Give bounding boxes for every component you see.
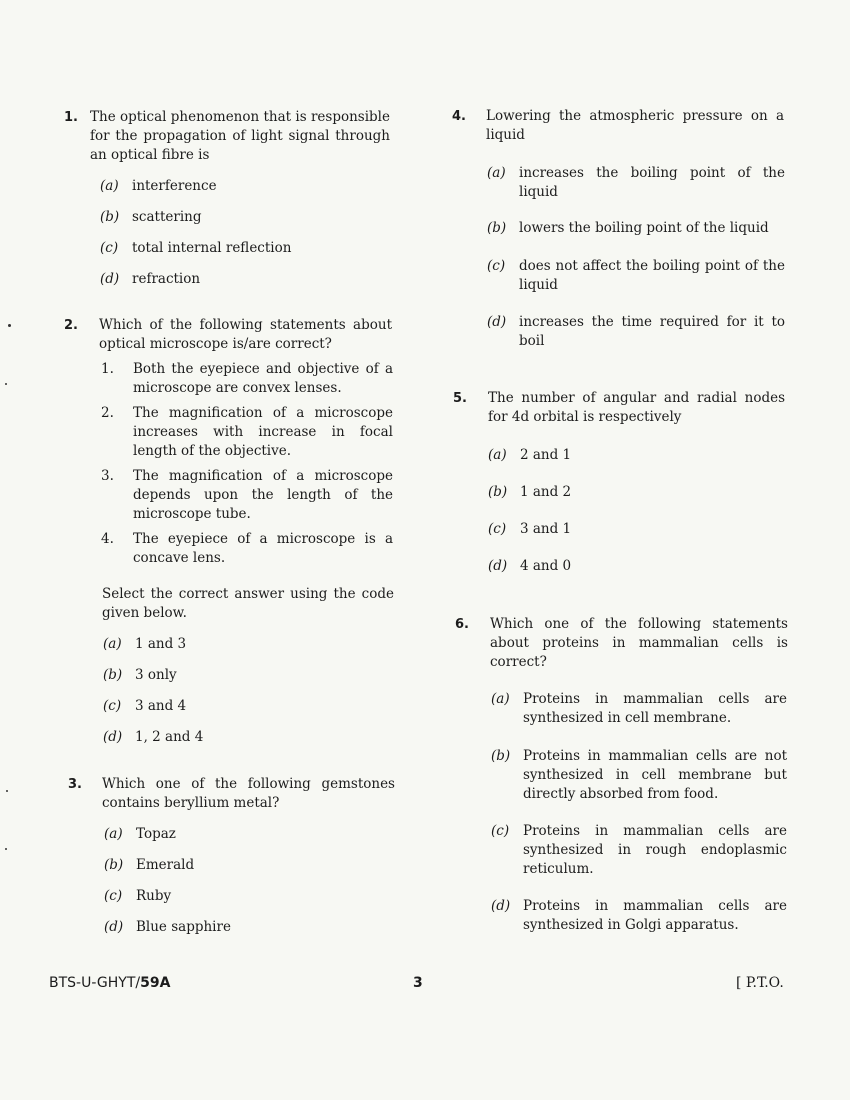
statement-text: The magnification of a microscope depends upon the length of the microscope tube. (133, 468, 393, 522)
option-text: Proteins in mammalian cells are not synthesized in cell membrane but directly absorbed from food. (523, 748, 787, 802)
statement-1 (101, 360, 393, 398)
question-number: 1. (64, 110, 78, 125)
option-6a[interactable] (491, 690, 789, 728)
option-text: Blue sapphire (136, 919, 231, 935)
option-text: Emerald (136, 857, 195, 873)
question-number: 5. (453, 391, 467, 406)
paper-code-prefix: BTS-U-GHYT/ (49, 975, 141, 991)
option-label: (a) (491, 691, 510, 707)
option-label: (d) (103, 729, 123, 745)
option-text: Proteins in mammalian cells are synthesized in Golgi apparatus. (523, 898, 787, 933)
option-2d[interactable] (103, 728, 393, 747)
option-4b[interactable] (487, 219, 785, 238)
question-text: Which of the following statements about optical microscope is/are correct? (99, 317, 392, 352)
option-label: (b) (488, 484, 508, 500)
statement-text: The eyepiece of a microscope is a concave lens. (133, 531, 393, 566)
option-text: does not affect the boiling point of the liquid (519, 258, 785, 293)
scan-speck (5, 848, 7, 850)
option-text: lowers the boiling point of the liquid (519, 220, 769, 236)
statement-3 (101, 467, 393, 524)
statement-number: 2. (101, 405, 114, 421)
option-text: 1 and 2 (520, 484, 572, 500)
question-text: The number of angular and radial nodes for 4d orbital is respectively (488, 390, 785, 425)
option-text: 3 and 4 (135, 698, 187, 714)
option-6b[interactable] (491, 747, 789, 804)
option-label: (b) (104, 857, 124, 873)
option-label: (a) (488, 447, 507, 463)
option-text: scattering (132, 209, 202, 225)
option-3a[interactable] (104, 825, 394, 844)
option-text: total internal reflection (132, 240, 292, 256)
option-text: increases the boiling point of the liquid (519, 165, 785, 200)
answer-instruction: Select the correct answer using the code given below. (102, 586, 394, 621)
question-5 (453, 389, 785, 427)
question-1 (64, 108, 392, 165)
question-6 (455, 615, 788, 672)
option-1c[interactable] (100, 239, 390, 258)
option-4a[interactable] (487, 164, 785, 202)
question-number: 3. (68, 777, 82, 792)
statement-text: The magnification of a microscope increases with increase in focal length of the objective. (133, 405, 393, 459)
paper-code-suffix: 59A (140, 975, 171, 991)
option-text: 3 and 1 (520, 521, 572, 537)
option-label: (d) (100, 271, 120, 287)
option-3c[interactable] (104, 887, 394, 906)
question-4 (452, 107, 784, 145)
option-label: (b) (487, 220, 507, 236)
question-3 (68, 775, 395, 813)
question-number: 2. (64, 318, 78, 333)
option-text: 3 only (135, 667, 177, 683)
option-label: (b) (100, 209, 120, 225)
option-6c[interactable] (491, 822, 789, 879)
option-label: (a) (100, 178, 119, 194)
option-text: increases the time required for it to boil (519, 314, 785, 349)
statement-number: 1. (101, 361, 114, 377)
option-1a[interactable] (100, 177, 390, 196)
option-text: interference (132, 178, 217, 194)
option-5a[interactable] (488, 446, 784, 465)
option-6d[interactable] (491, 897, 789, 935)
option-text: 1, 2 and 4 (135, 729, 204, 745)
option-label: (d) (488, 558, 508, 574)
option-label: (c) (487, 258, 506, 274)
option-label: (d) (487, 314, 507, 330)
page-number: 3 (413, 975, 423, 991)
option-4c[interactable] (487, 257, 785, 295)
option-4d[interactable] (487, 313, 785, 351)
option-label: (d) (491, 898, 511, 914)
option-label: (c) (104, 888, 123, 904)
scan-speck (8, 324, 11, 327)
statement-text: Both the eyepiece and objective of a microscope are convex lenses. (133, 361, 393, 396)
question-text: The optical phenomenon that is responsible for the propagation of light signal through an optical fibre is (90, 109, 390, 163)
option-label: (c) (100, 240, 119, 256)
option-2a[interactable] (103, 635, 393, 654)
statement-2 (101, 404, 393, 461)
option-text: Proteins in mammalian cells are synthesized in rough endoplasmic reticulum. (523, 823, 787, 877)
option-text: Ruby (136, 888, 172, 904)
question-2 (64, 316, 392, 354)
option-5c[interactable] (488, 520, 784, 539)
question-text: Which one of the following statements about proteins in mammalian cells is correct? (490, 616, 788, 670)
question-text: Which one of the following gemstones contains beryllium metal? (102, 776, 395, 811)
option-1b[interactable] (100, 208, 390, 227)
option-label: (b) (491, 748, 511, 764)
statement-number: 4. (101, 531, 114, 547)
option-2c[interactable] (103, 697, 393, 716)
option-label: (a) (104, 826, 123, 842)
option-label: (d) (104, 919, 124, 935)
option-label: (a) (103, 636, 122, 652)
question-text: Lowering the atmospheric pressure on a liquid (486, 108, 784, 143)
option-5d[interactable] (488, 557, 784, 576)
option-text: 4 and 0 (520, 558, 572, 574)
option-text: 2 and 1 (520, 447, 572, 463)
scan-speck (5, 383, 7, 385)
option-label: (c) (103, 698, 122, 714)
pto-marker: [ P.T.O. (736, 975, 784, 991)
option-3d[interactable] (104, 918, 394, 937)
option-label: (c) (488, 521, 507, 537)
option-3b[interactable] (104, 856, 394, 875)
option-text: Topaz (136, 826, 176, 842)
paper-code (49, 975, 170, 991)
option-text: Proteins in mammalian cells are synthesized in cell membrane. (523, 691, 787, 726)
question-number: 6. (455, 617, 469, 632)
scan-speck (6, 790, 8, 792)
option-text: 1 and 3 (135, 636, 187, 652)
option-label: (b) (103, 667, 123, 683)
question-number: 4. (452, 109, 466, 124)
statement-number: 3. (101, 468, 114, 484)
option-1d[interactable] (100, 270, 390, 289)
option-text: refraction (132, 271, 201, 287)
option-2b[interactable] (103, 666, 393, 685)
option-5b[interactable] (488, 483, 784, 502)
statement-4 (101, 530, 393, 568)
option-label: (a) (487, 165, 506, 181)
option-label: (c) (491, 823, 510, 839)
